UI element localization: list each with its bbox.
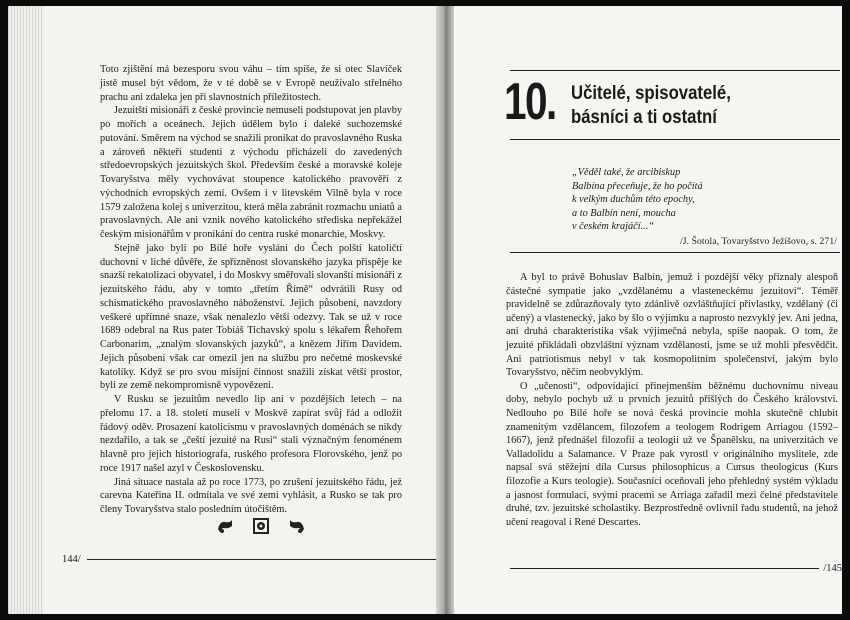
epigraph-line: Balbína přeceňuje, že ho počítá — [572, 180, 703, 192]
page-number: /145 — [823, 563, 842, 574]
epigraph-line: k velkým duchům této epochy, — [572, 194, 695, 206]
hand-ornament-icon — [288, 517, 306, 535]
left-page-footer — [62, 554, 442, 565]
paragraph: V Rusku se jezuitům nevedlo lip ani v pozdějších letech – na přelomu 17. a 18. století museli v Moskvě zapírat svůj řád a odložit řádový oděv. Prosazení katolicismu v pravoslavných doménách se nikdy nezdařilo, a tak se „čeští jezuité na Rusi“ stali význačným fenoménem hlavně pro jejich historiografa, ruského profesora Florovského, jenž po roce 1917 našel azyl v Československu. — [100, 394, 402, 474]
right-page-body — [506, 271, 838, 529]
paragraph: Jiná situace nastala až po roce 1773, po zrušení jezuitského řádu, jež carevna Kateřina II. odmítala ve své zemi vyhlásit, a Rusko se tak pro členy Tovaryšstva stalo posledním útočištěm. — [100, 476, 402, 515]
page-number: 144/ — [62, 554, 81, 565]
page-edge — [8, 6, 44, 614]
left-page — [8, 6, 442, 614]
epigraph-line: v českém krajáčí...“ — [572, 221, 655, 233]
chapter-top-rule — [510, 70, 840, 71]
chapter-title — [571, 82, 800, 130]
epigraph — [572, 166, 837, 249]
paragraph: Toto zjištění má bezesporu svou váhu – tím spíše, že si otec Slavíček jistě musel být vědom, že v té době se v Evropě neužívalo střelného prachu ani zdaleka jen při slavnostních příležitostech. — [100, 64, 402, 103]
book-gutter — [436, 6, 454, 614]
square-rosette-icon — [252, 517, 270, 535]
paragraph: A byl to právě Bohuslav Balbín, jemuž i pozdější věky přiznaly alespoň částečné sympatie jako „vzdělanému a vlasteneckému jezuitovi“. Téměř pravidelně se zdůrazňovaly tyto zdánlivě ozvláštňující přívlastky, vzdělaný (či učený) a vlastenecký, jako by šlo o výjimku a naprosto nezvyklý jev. Ani jedna, ani druhá charakteristika však výjimečná nebyla, spíše naopak. O tom, že jezuité přikládali obzvláštní význam vzdělanosti, jsme se už mohli přesvědčit. Ani patriotismus nebyl v tak kosmopolitním společenství, jakým bylo Tovaryšstvo, něčím neobvyklým. — [506, 272, 838, 379]
chapter-title-line: básníci a ti ostatní — [571, 107, 717, 128]
paragraph: O „učenosti“, odpovídající přinejmenším běžnému duchovnímu niveau doby, nebylo pochyb už u prvních jezuitů přišlých do Českého království. Nedlouho po Bílé hoře se nová česká provincie mohla skutečně chlubit znamenitým vzdělancem, filozofem a teologem Rodrigem Arriagou (1592–1667), jenž přednášel filozofii a teologii už ve Španělsku, na univerzitách ve Valladolidu a Salamance. V Praze pak vyrostl v originálního myslitele, zde napsal svá stěžejní díla Cursus philosophicus a Cursus theologicus (Kurs filozofie a Kurs teologie). Současníci oceňovali jeho přehledný systém výkladu a jasnost formulací, svými pracemi se Arriaga zařadil mezi čelné představitele druhé, tzv. jezuitské scholastiky. Bezprostředně ovlivnil řadu studentů, na jehož učení reagoval i René Descartes. — [506, 380, 838, 528]
paragraph: Stejně jako byli po Bílé hoře vysláni do Čech polští katoličtí duchovní v liché důvěře, že spřízněnost slovanského jazyka přispěje ke snazší rekatolizaci obyvatel, i do Moskvy směřovali slovanští misionáři z jezuitského řádu, aby v tomto „třetím Římě“ odvrátili Rusy od schismatického pravoslavného náboženství. Jejich působení, navzdory veškeré upřímné snaze, však nenalezlo větší odezvy. Tak se už v roce 1689 odebral na Rus pater Tobiáš Tichavský spolu s lékařem Řehořem Carbonarim, „znalým slovanských jazyků“, a knězem Jiřím Davidem. Jejich působení však car omezil jen na službu pro nečetné moskevské katolíky. Když se pro svou misijní činnost snažili získat větší prostor, byli ze země nekompromisně vypovězeni. — [100, 242, 402, 392]
epigraph-line: a to Balbín není, moucha — [572, 207, 676, 219]
paragraph: Jezuitští misionáři z české provincie nemuseli podstupovat jen plavby po mořích a oceánech. Jejich údělem bylo i daleké suchozemské putování. Směrem na východ se snažili pronikat do pravoslavného Ruska a zároveň někteří studenti z východu přicházeli do zavedených středoevropských jezuitských škol. Především české a moravské koleje Tovaryšstva měly vychovávat stoupence katolického pravověří z východních evropských zemí. Ovšem i v litevském Vilně byla v roce 1579 založena kolej s univerzitou, která měla zabránit rozmachu uniatů a pravoslavných. Ale ani vznik nového katolického střediska nepřekážel českým misionářům v pronikání do centra ruské monarchie, Moskvy. — [100, 105, 402, 240]
epigraph-line: „Věděl také, že arcibiskup — [572, 167, 681, 178]
footer-rule — [87, 559, 442, 560]
chapter-title-line: Učitelé, spisovatelé, — [571, 83, 731, 104]
footer-rule — [510, 568, 819, 569]
right-page — [448, 6, 842, 614]
left-page-body — [100, 63, 402, 517]
chapter-bottom-rule — [510, 139, 840, 140]
right-page-footer — [510, 563, 842, 574]
epigraph-source: /J. Šotola, Tovaryšstvo Ježíšovo, s. 271/ — [679, 235, 837, 247]
chapter-number: 10. — [504, 73, 556, 131]
section-ornament — [216, 517, 306, 535]
hand-ornament-icon — [216, 517, 234, 535]
epigraph-rule — [510, 252, 840, 253]
